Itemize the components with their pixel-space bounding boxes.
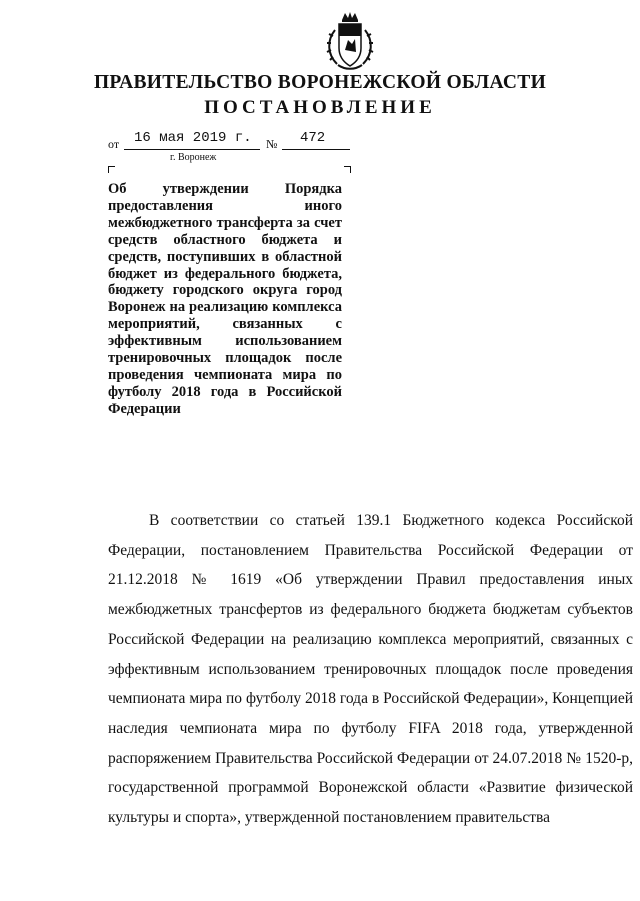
date-prefix: от [108,137,120,151]
document-date: 16 мая 2019 г. [134,130,252,146]
date-underline [124,149,260,150]
city-label: г. Воронеж [170,152,217,163]
document-type-title: ПОСТАНОВЛЕНИЕ [204,97,436,118]
subject-bracket-left [108,166,115,173]
coat-of-arms-emblem [321,10,379,72]
subject-bracket-right [344,166,351,173]
organization-name: ПРАВИТЕЛЬСТВО ВОРОНЕЖСКОЙ ОБЛАСТИ [93,72,547,93]
document-number: 472 [300,130,326,146]
body-paragraph: В соответствии со статьей 139.1 Бюджетного кодекса Российской Федерации, постановлением Правительства Российской Федерации от 21.12.2018 № 1619 «Об утверждении Правил предоставления иных межбюджетных трансфертов из федерального бюджета бюджетам субъектов Российской Федерации на реализацию комплекса мероприятий, связанных с эффективным использованием тренировочных площадок после проведения чемпионата мира по футболу 2018 года в Российской Федерации», Концепцией наследия чемпионата мира по футболу FIFA 2018 года, утвержденной распоряжением Правительства Российской Федерации от 24.07.2018 № 1520-р, государственной программой Воронежской области «Развитие физической культуры и спорта», утвержденной постановлением правительства [108,512,633,827]
number-prefix: № [266,137,278,151]
document-subject: Об утверждении Порядка предоставления иного межбюджетного трансферта за счет средств областного бюджета и средств, поступивших в областной бюджет из федерального бюджета, бюджету городского округа город Воронеж на реализацию комплекса мероприятий, связанных с эффективным использованием тренировочных площадок после проведения чемпионата мира по футболу 2018 года в Российской Федерации [108,181,342,417]
number-underline [282,149,350,150]
